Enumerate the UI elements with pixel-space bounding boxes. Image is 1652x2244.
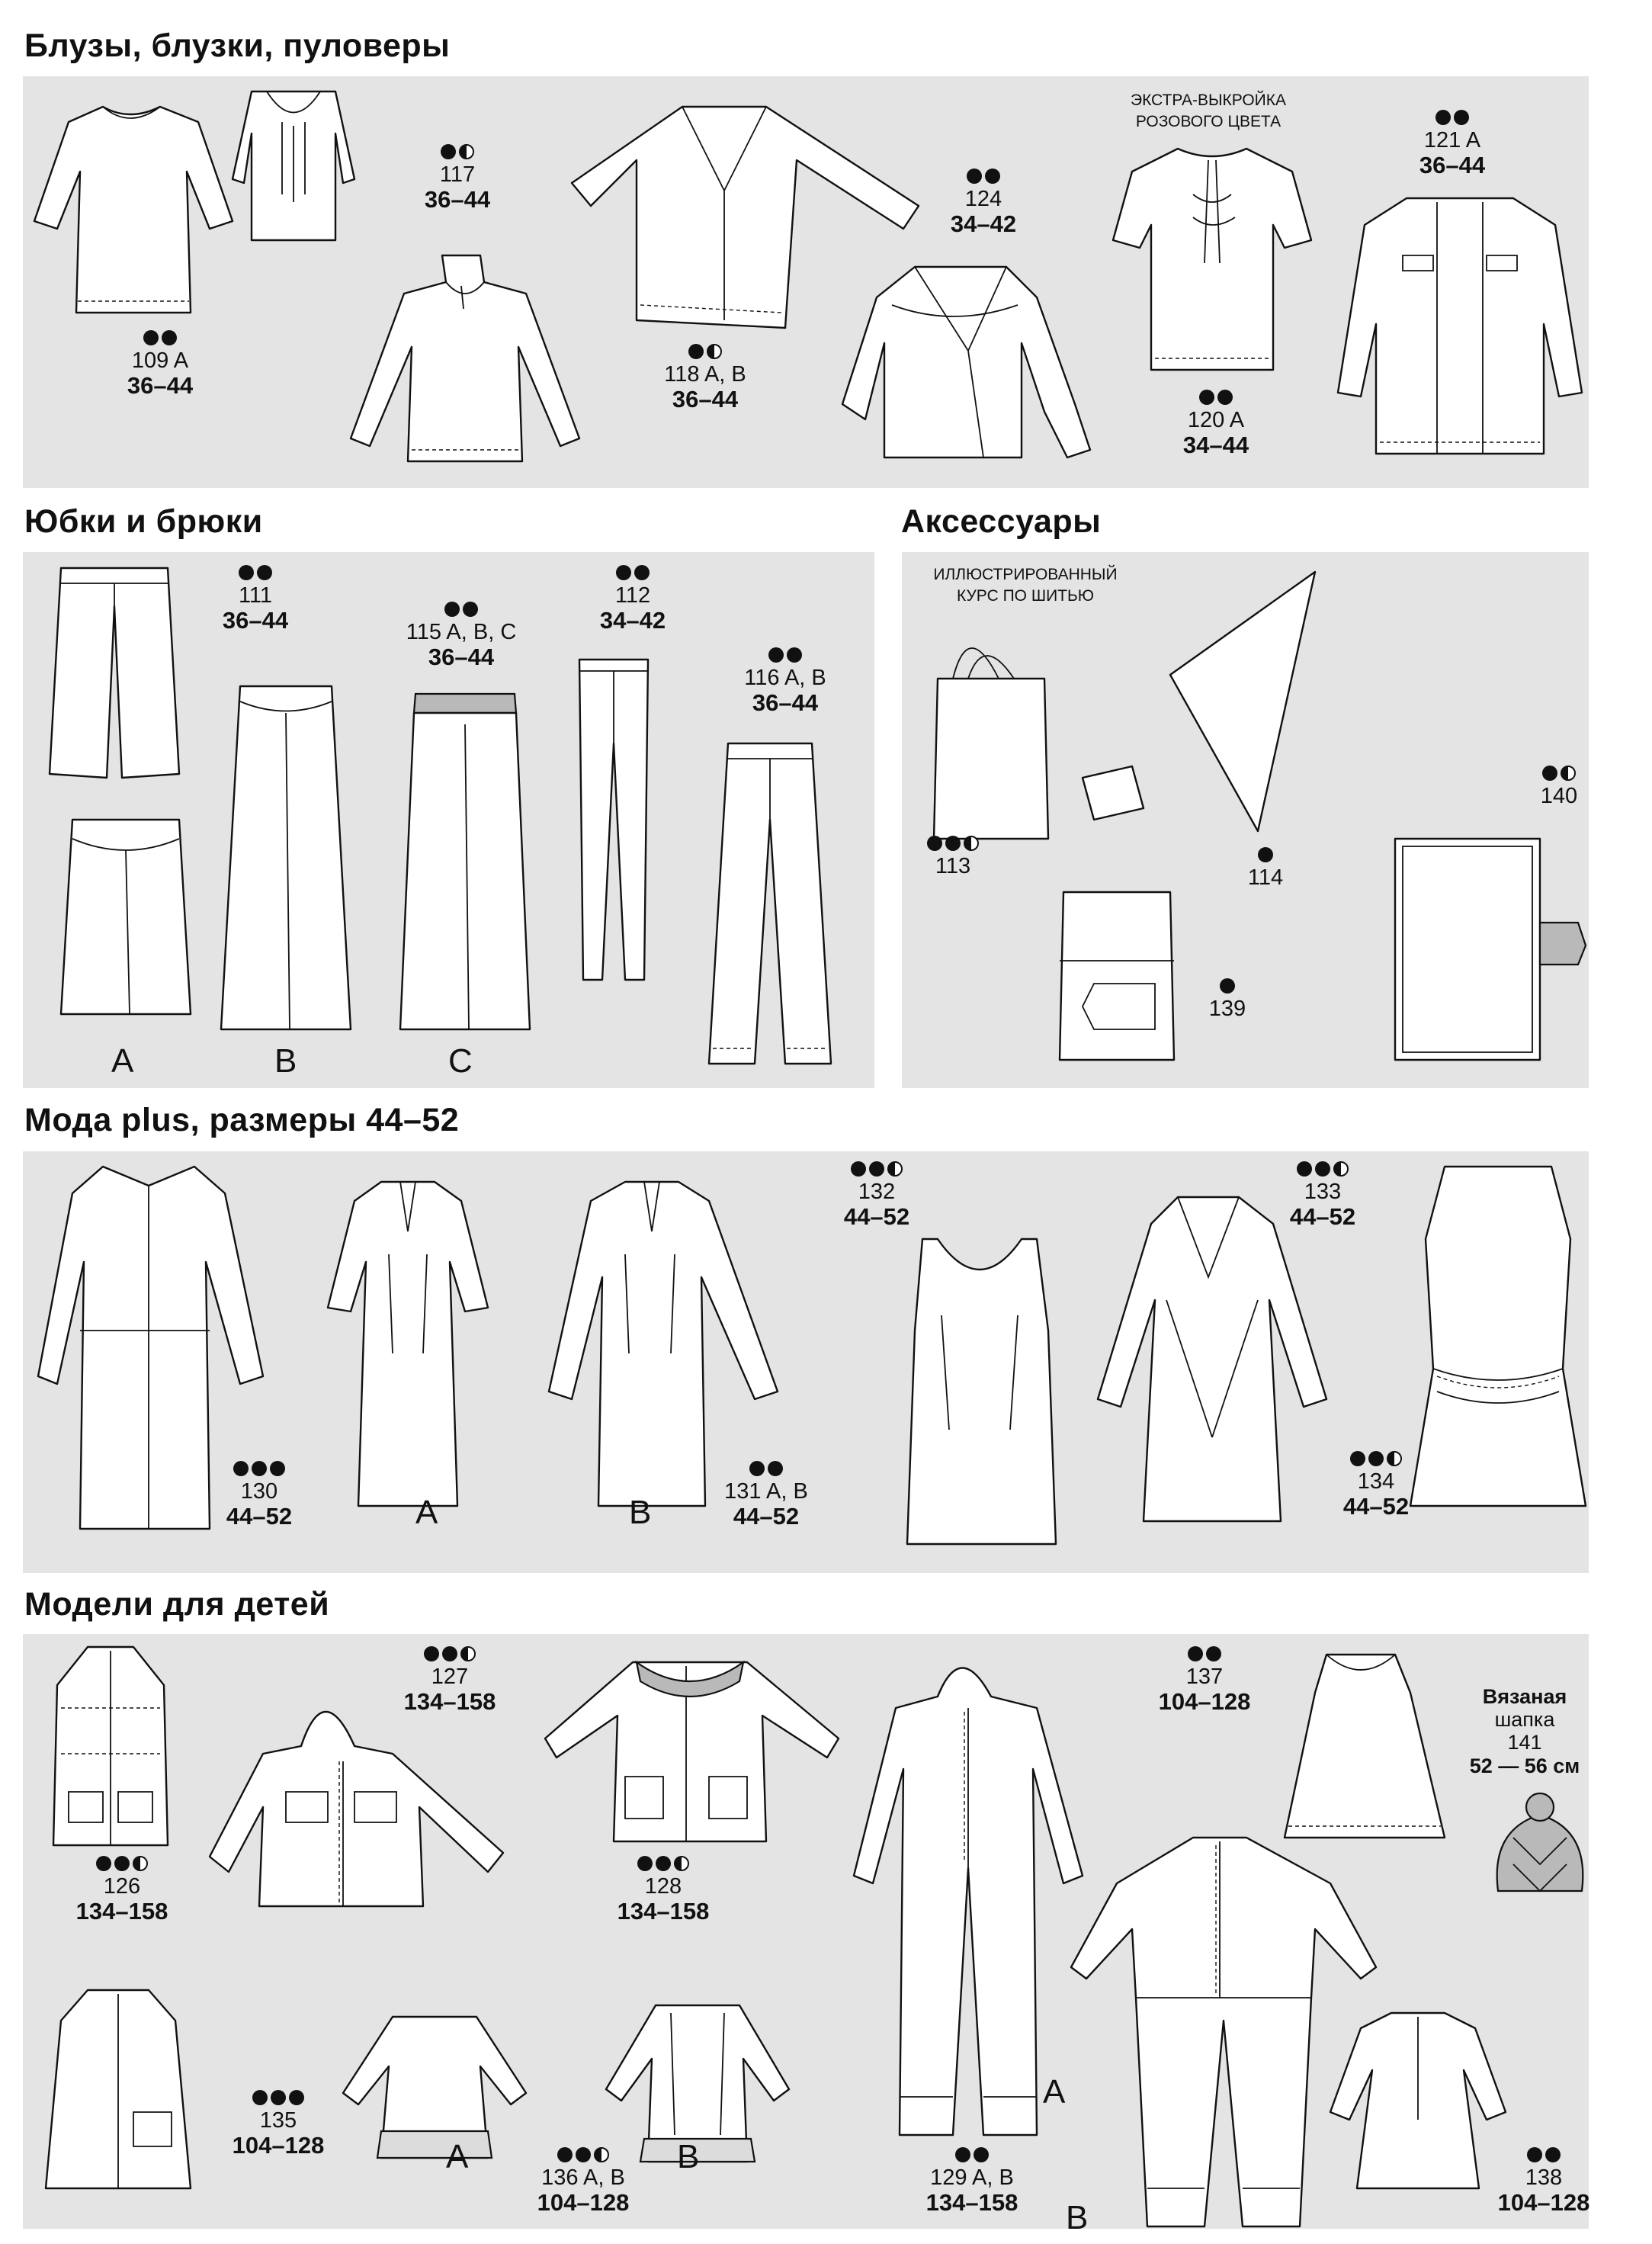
model-number: 109 A xyxy=(131,348,189,373)
model-size: 134–158 xyxy=(403,1688,496,1716)
difficulty-dots xyxy=(1155,389,1277,406)
model-label-118 xyxy=(644,343,766,413)
model-label-133 xyxy=(1277,1161,1368,1231)
difficulty-dots xyxy=(1490,2146,1597,2163)
model-size: 44–52 xyxy=(733,1503,800,1530)
difficulty-dots xyxy=(1235,846,1296,863)
difficulty-dots xyxy=(1197,978,1258,994)
section-title-kids: Модели для детей xyxy=(24,1586,330,1623)
blouse-109-drawing xyxy=(30,99,236,328)
model-label-117 xyxy=(396,143,518,213)
model-number: 136 A, B xyxy=(541,2165,625,2190)
difficulty-dots xyxy=(724,647,846,663)
difficulty-dots xyxy=(396,143,518,160)
model-size: 36–44 xyxy=(127,372,194,400)
jacket-128-drawing xyxy=(541,1647,846,1853)
model-number: 128 xyxy=(644,1874,682,1899)
section-title-plus: Мода plus, размеры 44–52 xyxy=(24,1102,460,1138)
model-label-137 xyxy=(1151,1645,1258,1716)
model-size: 52 — 56 см xyxy=(1469,1754,1580,1777)
model-label-131 xyxy=(713,1460,820,1530)
variant-letter-a: A xyxy=(415,1494,438,1531)
model-size: 44–52 xyxy=(1289,1203,1356,1231)
model-size: 44–52 xyxy=(843,1203,910,1231)
difficulty-dots xyxy=(69,1855,175,1872)
model-number: 134 xyxy=(1357,1469,1395,1494)
model-number: 113 xyxy=(935,854,971,878)
model-size: 36–44 xyxy=(752,689,819,717)
model-number: 130 xyxy=(240,1479,278,1504)
model-number: 112 xyxy=(614,583,651,608)
variant-letter-a: A xyxy=(111,1042,134,1080)
variant-letter-b: B xyxy=(1066,2199,1089,2236)
model-size: 36–44 xyxy=(672,386,739,413)
skirt-115a-drawing xyxy=(57,812,194,1026)
difficulty-dots xyxy=(922,168,1044,185)
trousers-111-drawing xyxy=(42,560,187,789)
difficulty-dots xyxy=(99,329,221,346)
section-title-skirts: Юбки и брюки xyxy=(24,503,263,540)
blouse-121-drawing xyxy=(1334,194,1586,469)
dress-134-drawing xyxy=(1407,1163,1589,1514)
model-size: 36–44 xyxy=(424,186,491,213)
model-number: 138 xyxy=(1525,2165,1563,2190)
model-number: 131 A, B xyxy=(724,1479,808,1504)
model-size: 34–42 xyxy=(950,210,1017,238)
model-size: 104–128 xyxy=(537,2189,630,2217)
difficulty-dots xyxy=(610,1855,717,1872)
dress-133-drawing xyxy=(1083,1193,1342,1529)
model-label-115 xyxy=(393,601,530,671)
model-label-138 xyxy=(1490,2146,1597,2217)
model-number: 126 xyxy=(103,1874,141,1899)
difficulty-dots xyxy=(713,1460,820,1477)
model-number: 127 xyxy=(431,1665,469,1689)
skirt-115c-drawing xyxy=(396,686,534,1037)
model-label-130 xyxy=(213,1460,305,1530)
dress-132-drawing xyxy=(896,1231,1071,1552)
difficulty-dots xyxy=(1277,1161,1368,1177)
section-title-blouses: Блузы, блузки, пуловеры xyxy=(24,27,451,64)
model-size: 104–128 xyxy=(232,2132,325,2159)
model-label-132 xyxy=(831,1161,922,1231)
scarf-114-drawing xyxy=(1166,568,1319,843)
model-label-139 xyxy=(1197,978,1258,1021)
dress-138-drawing xyxy=(1326,2005,1509,2196)
vest-126-drawing xyxy=(42,1639,179,1853)
model-label-121 xyxy=(1391,109,1513,179)
model-number: 120 A xyxy=(1187,408,1245,432)
blouse-120-drawing xyxy=(1109,141,1315,377)
model-size: 134–158 xyxy=(75,1898,168,1925)
model-number: 111 xyxy=(238,583,273,608)
model-label-141 xyxy=(1468,1685,1582,1777)
model-label-126 xyxy=(69,1855,175,1925)
difficulty-dots xyxy=(225,2089,332,2106)
model-number: 141 xyxy=(1507,1731,1542,1754)
model-label-112 xyxy=(572,564,694,634)
bag-113-drawing xyxy=(922,625,1159,854)
dress-137-drawing xyxy=(1281,1647,1448,1845)
model-number: 140 xyxy=(1540,784,1578,808)
model-size: 44–52 xyxy=(226,1503,293,1530)
model-label-111 xyxy=(194,564,316,634)
model-label-128 xyxy=(610,1855,717,1925)
model-size: 36–44 xyxy=(1419,152,1486,179)
variant-letter-b: B xyxy=(677,2138,700,2175)
model-number: 132 xyxy=(858,1180,896,1204)
model-label-127 xyxy=(396,1645,503,1716)
difficulty-dots xyxy=(915,835,991,852)
coat-135-drawing xyxy=(42,1982,194,2204)
model-size: 104–128 xyxy=(1497,2189,1590,2217)
dress-131a-drawing xyxy=(324,1178,492,1514)
cover-139-drawing xyxy=(1048,884,1185,1067)
blouse-109-back-drawing xyxy=(229,88,358,248)
knitted-hat-141-drawing xyxy=(1483,1792,1597,1899)
model-number: 124 xyxy=(964,187,1002,211)
model-title-line2: шапка xyxy=(1494,1708,1555,1732)
model-number: 115 A, B, C xyxy=(406,620,517,644)
difficulty-dots xyxy=(1330,1450,1422,1467)
model-label-135 xyxy=(225,2089,332,2159)
model-number: 139 xyxy=(1208,997,1246,1021)
difficulty-dots xyxy=(194,564,316,581)
difficulty-dots xyxy=(530,2146,637,2163)
variant-letter-b: B xyxy=(629,1494,652,1531)
model-label-114 xyxy=(1235,846,1296,890)
model-size: 44–52 xyxy=(1342,1493,1410,1520)
model-number: 133 xyxy=(1304,1180,1342,1204)
blouse-117-drawing xyxy=(343,248,587,469)
difficulty-dots xyxy=(831,1161,922,1177)
blouse-136a-drawing xyxy=(339,2009,530,2169)
model-label-124 xyxy=(922,168,1044,238)
difficulty-dots xyxy=(396,1645,503,1662)
blouse-124-drawing xyxy=(839,252,1113,480)
trousers-116-drawing xyxy=(701,736,839,1071)
model-number: 137 xyxy=(1185,1665,1224,1689)
trousers-112-drawing xyxy=(572,652,656,987)
difficulty-dots xyxy=(1151,1645,1258,1662)
skirt-115b-drawing xyxy=(217,679,354,1037)
variant-letter-a: A xyxy=(446,2138,469,2175)
variant-letter-b: B xyxy=(274,1042,297,1080)
difficulty-dots xyxy=(393,601,530,618)
model-size: 134–158 xyxy=(925,2189,1018,2217)
difficulty-dots xyxy=(644,343,766,360)
model-number: 114 xyxy=(1247,865,1284,890)
model-size: 134–158 xyxy=(617,1898,710,1925)
model-size: 34–42 xyxy=(599,607,666,634)
model-size: 36–44 xyxy=(428,644,495,671)
difficulty-dots xyxy=(919,2146,1025,2163)
model-size: 104–128 xyxy=(1158,1688,1251,1716)
model-label-113 xyxy=(915,835,991,878)
variant-letter-a: A xyxy=(1043,2073,1066,2111)
sewing-course-note: ИЛЛЮСТРИРОВАННЫЙ КУРС ПО ШИТЬЮ xyxy=(933,566,1118,605)
model-number: 135 xyxy=(259,2108,297,2133)
extra-pattern-note: ЭКСТРА-ВЫКРОЙКА РОЗОВОГО ЦВЕТА xyxy=(1130,91,1287,130)
difficulty-dots xyxy=(213,1460,305,1477)
model-label-140 xyxy=(1529,765,1589,808)
model-number: 121 A xyxy=(1423,128,1481,152)
model-number: 117 xyxy=(439,162,476,187)
section-title-accessories: Аксессуары xyxy=(901,503,1102,540)
model-label-136 xyxy=(530,2146,637,2217)
difficulty-dots xyxy=(1529,765,1589,782)
variant-letter-c: C xyxy=(448,1042,473,1080)
model-label-109 xyxy=(99,329,221,400)
model-number: 118 A, B xyxy=(664,362,746,387)
folder-140-drawing xyxy=(1387,831,1609,1075)
model-label-116 xyxy=(724,647,846,717)
difficulty-dots xyxy=(572,564,694,581)
model-size: 36–44 xyxy=(222,607,289,634)
difficulty-dots xyxy=(1391,109,1513,126)
model-label-134 xyxy=(1330,1450,1422,1520)
model-label-120 xyxy=(1155,389,1277,459)
model-label-129 xyxy=(919,2146,1025,2217)
model-number: 116 A, B xyxy=(744,666,826,690)
model-size: 34–44 xyxy=(1182,432,1249,459)
model-title-line1: Вязаная xyxy=(1482,1685,1567,1708)
model-number: 129 A, B xyxy=(930,2165,1014,2190)
